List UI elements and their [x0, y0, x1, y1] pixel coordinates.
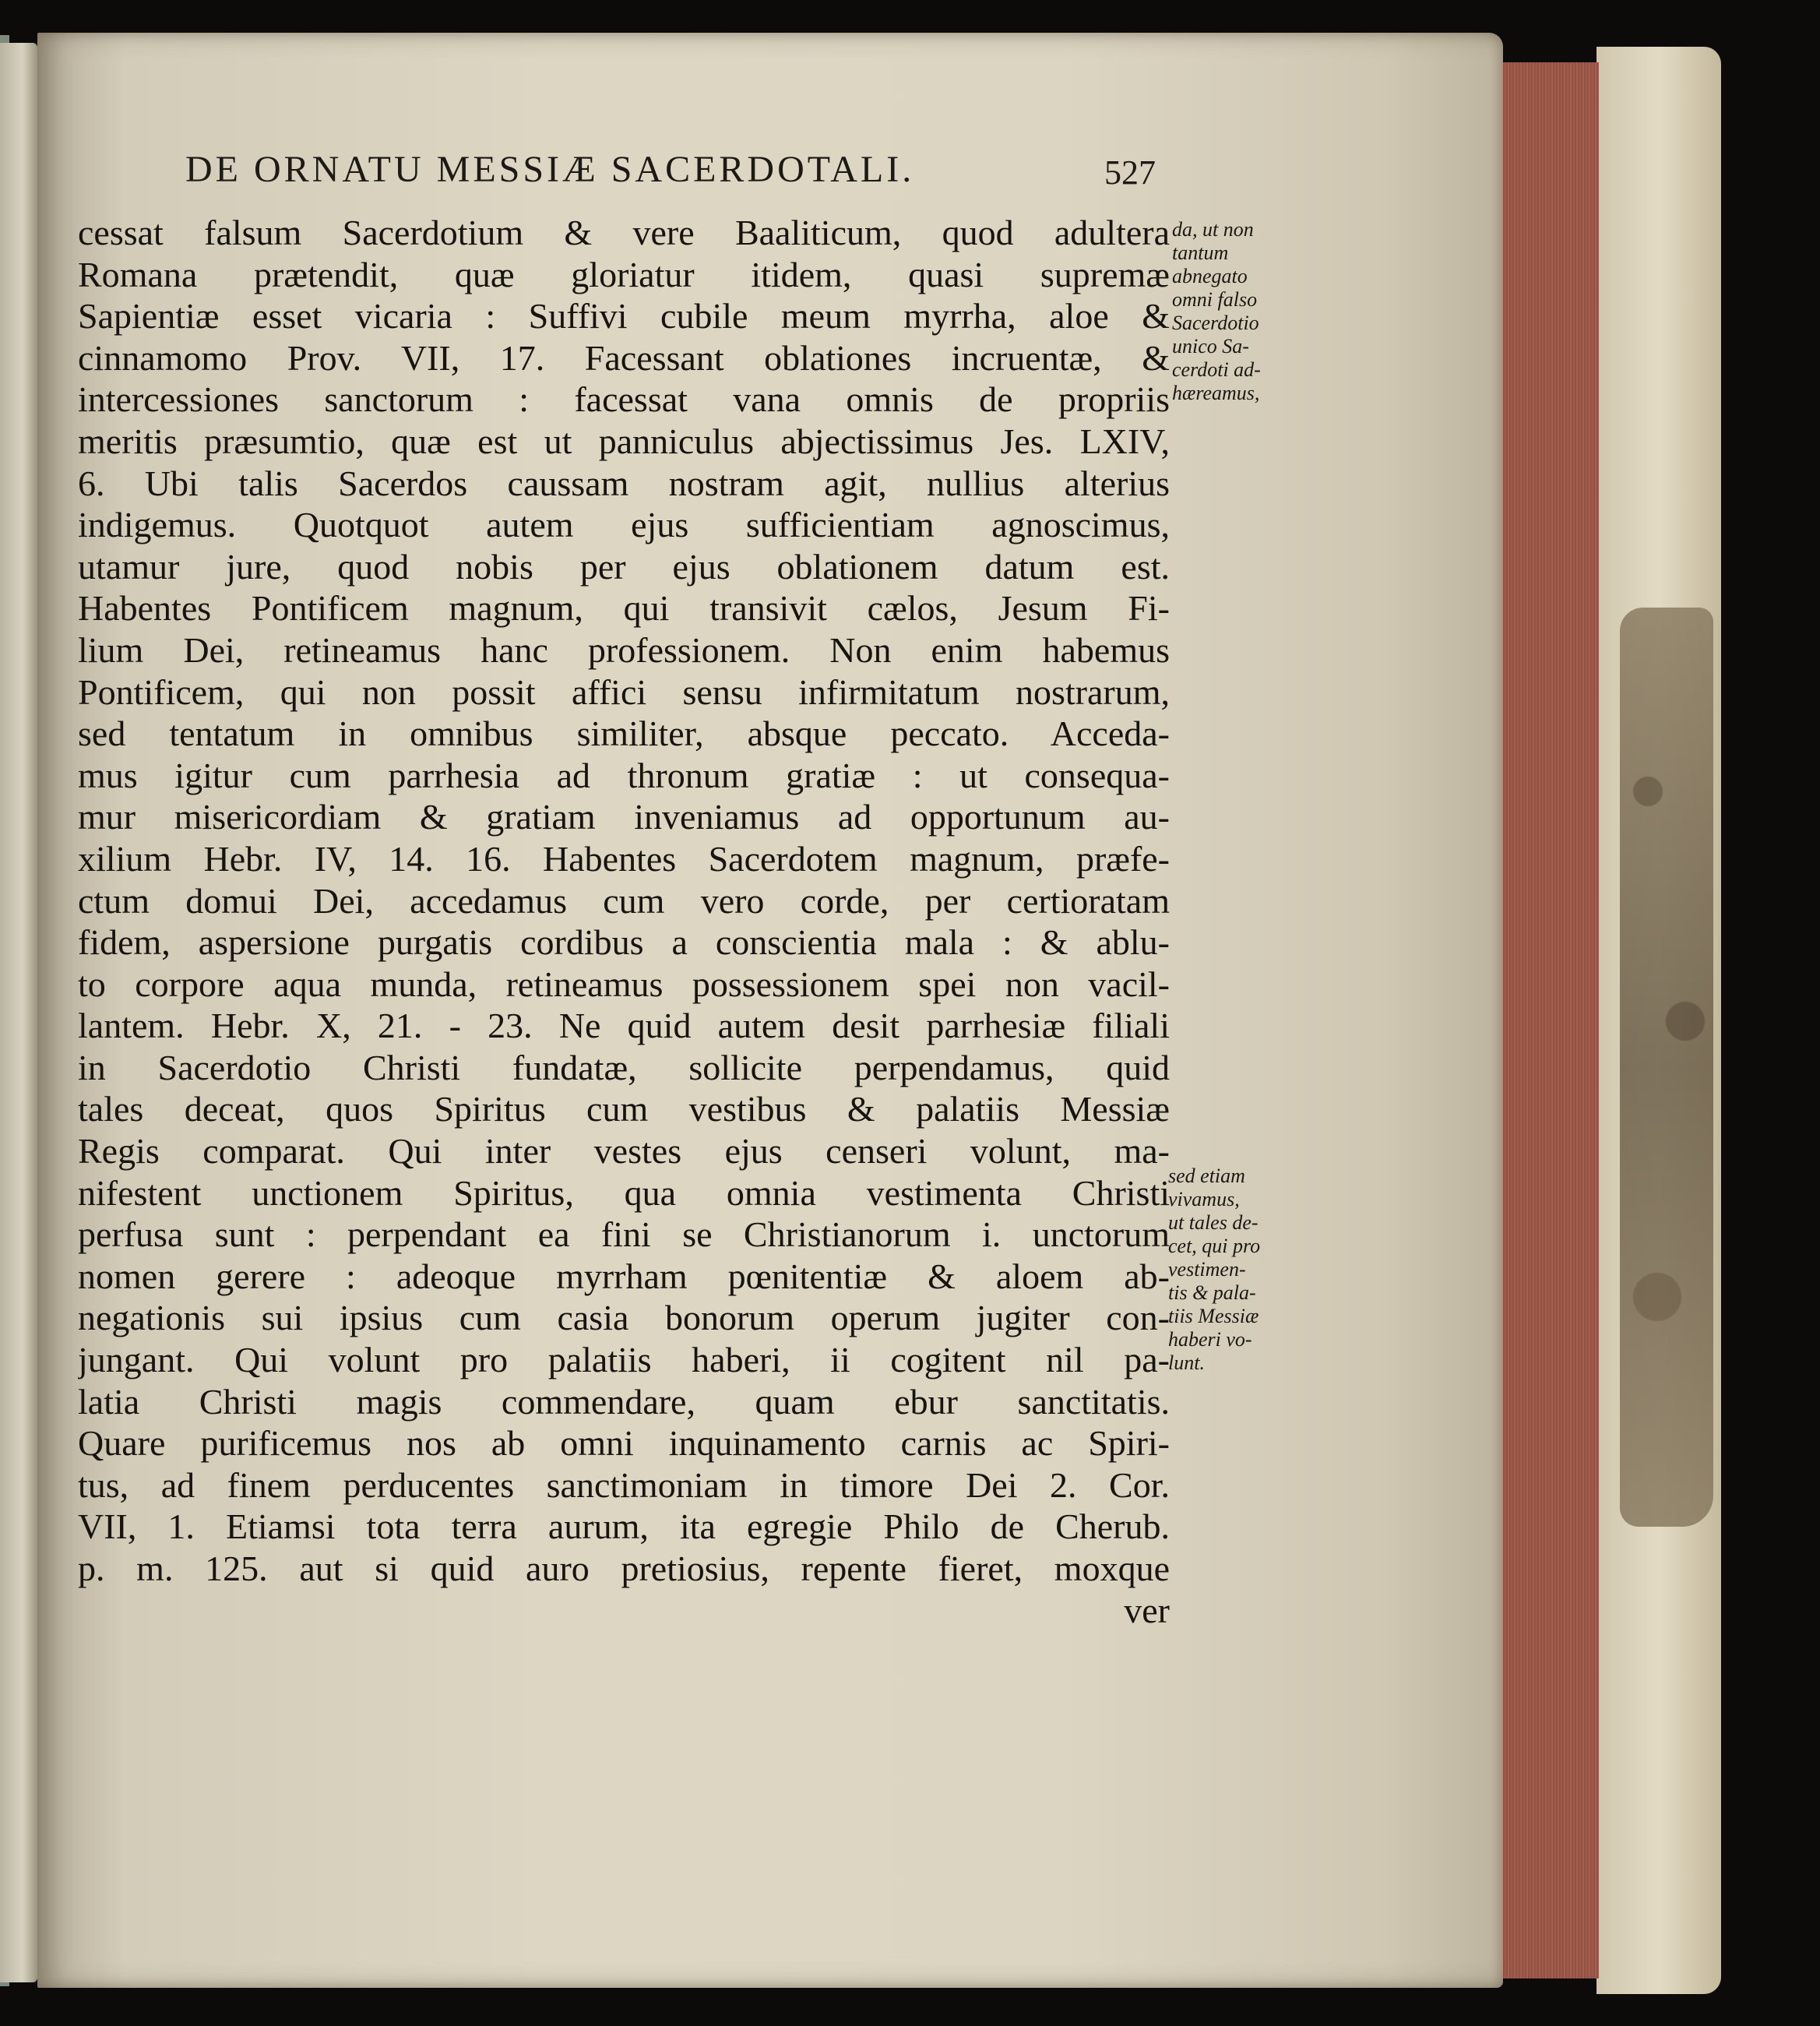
margin-note-line: haberi vo- [1168, 1328, 1252, 1351]
margin-note-lower [1168, 1165, 1301, 1375]
text-line: intercessiones sanctorum : facessat vana omnis de propriis [78, 379, 1170, 420]
text-line: mur misericordiam & gratiam inveniamus ad opportunum au- [78, 797, 1170, 837]
margin-note-line: sed etiam [1168, 1165, 1245, 1187]
text-line: to corpore aqua munda, retineamus possessionem spei non vacil- [78, 964, 1170, 1004]
text-line: perfusa sunt : perpendant ea fini se Christianorum i. unctorum [78, 1214, 1170, 1255]
margin-note-line: cet, qui pro [1168, 1235, 1261, 1257]
margin-note-line: tiis Messiæ [1168, 1305, 1259, 1327]
text-line: cinnamomo Prov. VII, 17. Facessant oblationes incruentæ, & [78, 337, 1170, 378]
margin-note-line: cerdoti ad- [1172, 358, 1261, 381]
text-line: Pontificem, qui non possit affici sensu infirmitatum nostrarum, [78, 671, 1170, 712]
text-line: fidem, aspersione purgatis cordibus a conscientia mala : & ablu- [78, 922, 1170, 963]
margin-note-line: abnegato [1172, 265, 1248, 287]
text-line: meritis præsumtio, quæ est ut panniculus abjectissimus Jes. LXIV, [78, 421, 1170, 461]
text-line: Quare purificemus nos ab omni inquinamento carnis ac Spiri- [78, 1423, 1170, 1464]
running-head: DE ORNATU MESSIÆ SACERDOTALI. [185, 149, 915, 190]
facing-page-edge [0, 43, 37, 1982]
body-text [78, 212, 1170, 1631]
text-line: tus, ad finem perducentes sanctimoniam in timore Dei 2. Cor. [78, 1464, 1170, 1505]
text-line: ctum domui Dei, accedamus cum vero corde, per certioratam [78, 880, 1170, 921]
text-line: p. m. 125. aut si quid auro pretiosius, repente fieret, moxque [78, 1549, 1170, 1588]
text-line: latia Christi magis commendare, quam ebur sanctitatis. [78, 1381, 1170, 1422]
page-number: 527 [1104, 153, 1156, 192]
text-line: cessat falsum Sacerdotium & vere Baaliticum, quod adultera [78, 213, 1170, 252]
margin-note-line: tantum [1172, 241, 1229, 264]
text-line: Habentes Pontificem magnum, qui transivit cælos, Jesum Fi- [78, 588, 1170, 629]
text-line: lantem. Hebr. X, 21. - 23. Ne quid autem desit parrhesiæ filiali [78, 1006, 1170, 1046]
margin-note-line: tis & pala- [1168, 1281, 1256, 1304]
margin-note-line: lunt. [1168, 1351, 1205, 1374]
text-line: lium Dei, retineamus hanc professionem. Non enim habemus [78, 629, 1170, 670]
text-line: mus igitur cum parrhesia ad thronum gratiæ : ut consequa- [78, 755, 1170, 795]
margin-note-line: Sacerdotio [1172, 312, 1259, 334]
margin-note-upper [1172, 218, 1297, 405]
text-line: xilium Hebr. IV, 14. 16. Habentes Sacerdotem magnum, præfe- [78, 838, 1170, 879]
margin-note-line: hæreamus, [1172, 382, 1260, 404]
margin-note-line: ut tales de- [1168, 1211, 1259, 1234]
text-line: VII, 1. Etiamsi tota terra aurum, ita egregie Philo de Cherub. [78, 1506, 1170, 1547]
text-line: indigemus. Quotquot autem ejus sufficientiam agnoscimus, [78, 505, 1170, 545]
text-line: 6. Ubi talis Sacerdos caussam nostram agit, nullius alterius [78, 463, 1170, 503]
binding-stain [1620, 608, 1713, 1527]
text-line: Sapientiæ esset vicaria : Suffivi cubile meum myrrha, aloe & [78, 296, 1170, 336]
text-line: negationis sui ipsius cum casia bonorum operum jugiter con- [78, 1298, 1170, 1338]
margin-note-line: omni falso [1172, 288, 1258, 311]
margin-note-line: unico Sa- [1172, 335, 1249, 358]
text-line: nomen gerere : adeoque myrrham pœnitentiæ & aloem ab- [78, 1256, 1170, 1296]
text-line: in Sacerdotio Christi fundatæ, sollicite perpendamus, quid [78, 1047, 1170, 1087]
margin-note-line: vestimen- [1168, 1258, 1246, 1281]
text-line: sed tentatum in omnibus similiter, absque peccato. Acceda- [78, 714, 1170, 754]
text-line: utamur jure, quod nobis per ejus oblationem datum est. [78, 546, 1170, 587]
text-line: jungant. Qui volunt pro palatiis haberi, ii cogitent nil pa- [78, 1340, 1170, 1380]
margin-note-line: vivamus, [1168, 1188, 1240, 1210]
text-line: Regis comparat. Qui inter vestes ejus censeri volunt, ma- [78, 1131, 1170, 1172]
margin-note-line: da, ut non [1172, 218, 1254, 241]
text-line: Romana prætendit, quæ gloriatur itidem, quasi supremæ [78, 254, 1170, 294]
text-line: nifestent unctionem Spiritus, qua omnia vestimenta Christi [78, 1172, 1170, 1213]
text-line: tales deceat, quos Spiritus cum vestibus & palatiis Messiæ [78, 1089, 1170, 1129]
text-line: ver [1124, 1590, 1170, 1630]
